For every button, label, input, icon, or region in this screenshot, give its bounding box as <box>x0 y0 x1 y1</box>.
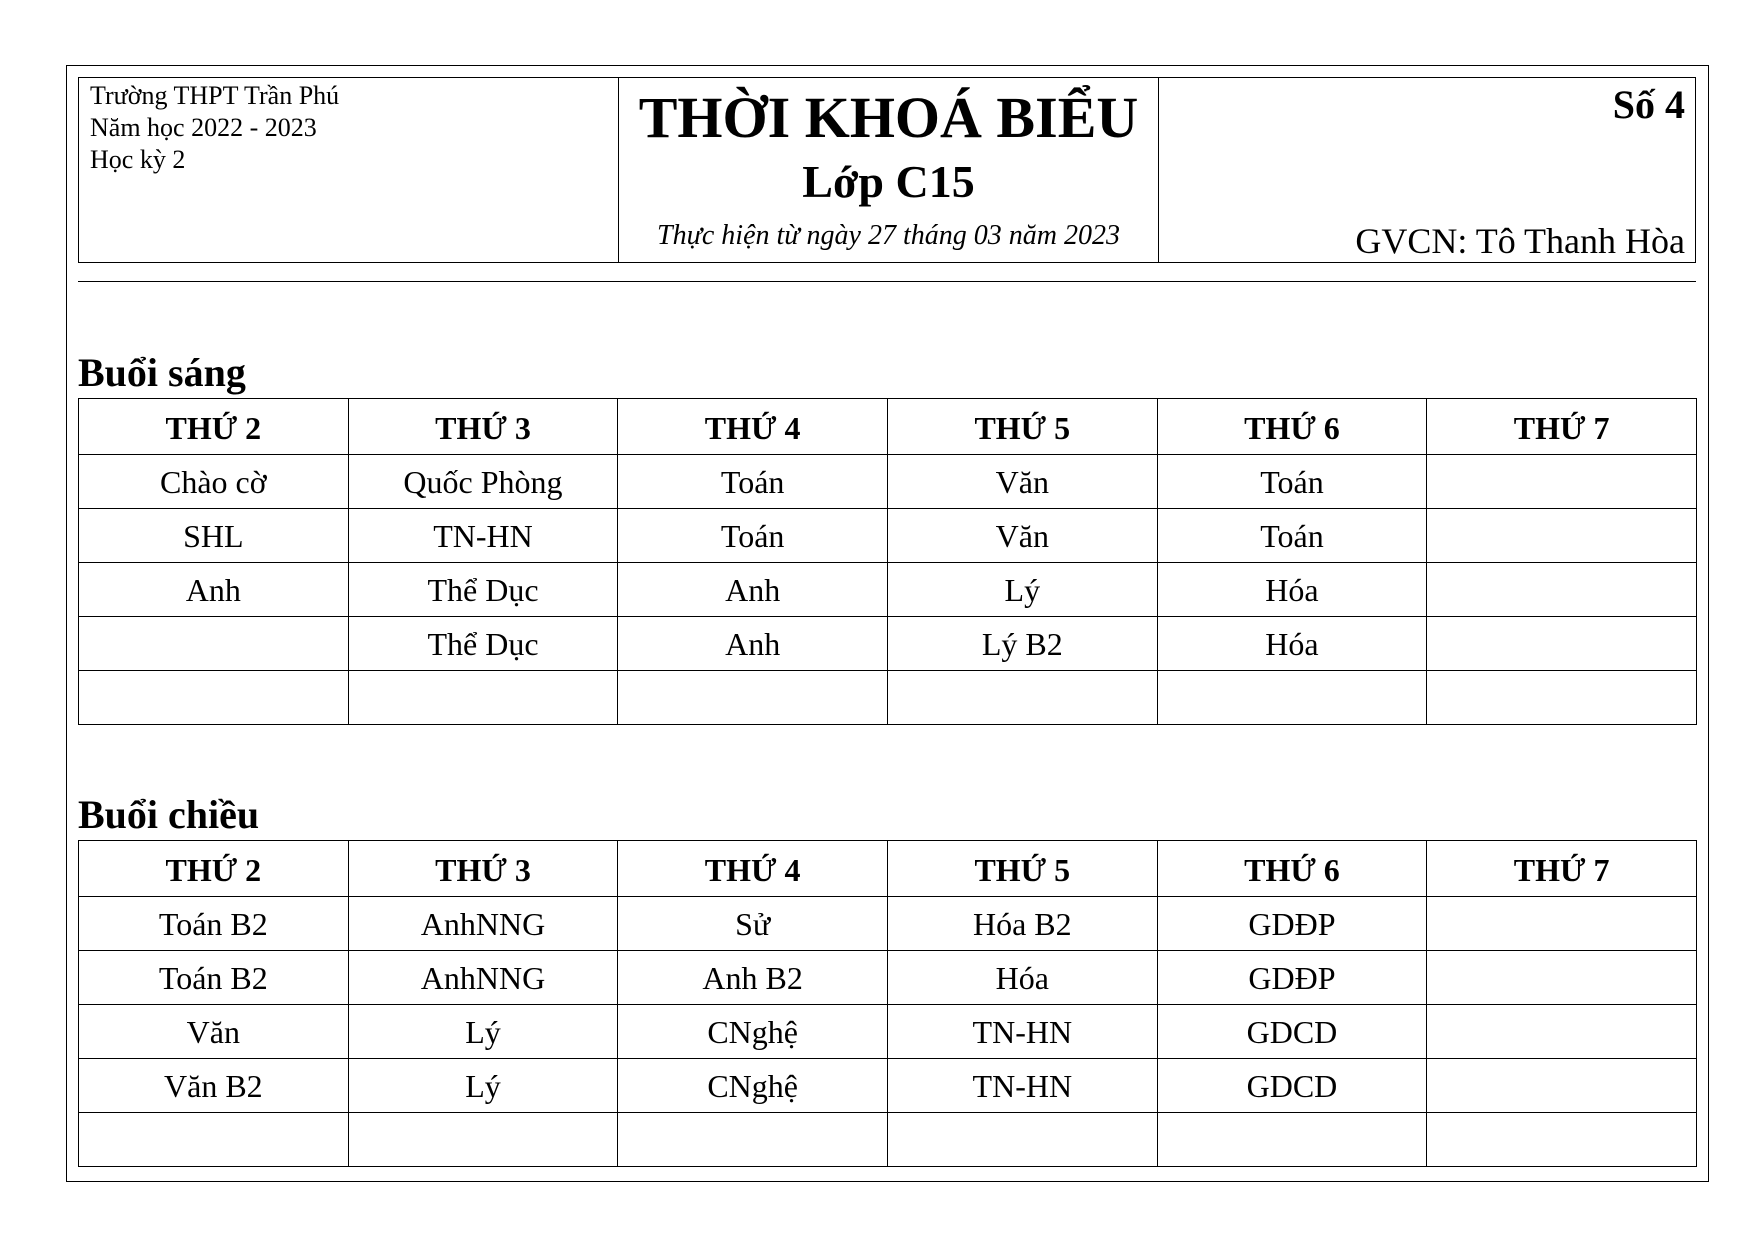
morning-session-title: Buổi sáng <box>78 350 246 395</box>
table-cell <box>618 1113 888 1167</box>
table-cell <box>1427 1059 1697 1113</box>
table-cell: AnhNNG <box>348 897 618 951</box>
effective-date: Thực hiện từ ngày 27 tháng 03 năm 2023 <box>657 220 1120 251</box>
table-row <box>79 951 1697 1005</box>
table-cell <box>1427 671 1697 725</box>
table-cell: Lý <box>887 563 1157 617</box>
table-cell: Chào cờ <box>79 455 349 509</box>
issue-block <box>1159 78 1695 262</box>
table-cell <box>887 671 1157 725</box>
table-cell <box>618 671 888 725</box>
table-cell: TN-HN <box>348 509 618 563</box>
table-cell <box>1427 1113 1697 1167</box>
school-name: Trường THPT Trần Phú <box>90 81 340 110</box>
table-cell: TN-HN <box>887 1005 1157 1059</box>
table-row <box>79 455 1697 509</box>
table-cell: Văn <box>79 1005 349 1059</box>
table-cell: GDCD <box>1157 1005 1427 1059</box>
table-row <box>79 1005 1697 1059</box>
day-header: THỨ 3 <box>348 841 618 897</box>
table-cell: Văn <box>887 455 1157 509</box>
table-cell: Anh <box>79 563 349 617</box>
table-cell: TN-HN <box>887 1059 1157 1113</box>
page-title: THỜI KHOÁ BIỂU <box>638 85 1139 150</box>
table-cell <box>348 671 618 725</box>
header-box <box>78 77 1696 263</box>
day-header: THỨ 7 <box>1427 399 1697 455</box>
table-cell <box>1157 1113 1427 1167</box>
table-cell <box>79 1113 349 1167</box>
table-cell <box>1427 563 1697 617</box>
table-cell <box>348 1113 618 1167</box>
table-row <box>79 617 1697 671</box>
day-header: THỨ 6 <box>1157 841 1427 897</box>
table-cell: Toán B2 <box>79 951 349 1005</box>
afternoon-session-title: Buổi chiều <box>78 792 260 837</box>
semester: Học kỳ 2 <box>90 145 186 174</box>
table-cell: Anh <box>618 563 888 617</box>
table-cell: CNghệ <box>618 1005 888 1059</box>
table-cell: AnhNNG <box>348 951 618 1005</box>
title-block <box>619 78 1159 262</box>
afternoon-schedule-table <box>78 840 1697 1167</box>
table-cell: CNghệ <box>618 1059 888 1113</box>
table-cell: Toán <box>618 455 888 509</box>
table-cell: Toán <box>1157 455 1427 509</box>
table-cell: Hóa <box>1157 563 1427 617</box>
table-cell <box>1427 509 1697 563</box>
table-cell: Văn B2 <box>79 1059 349 1113</box>
table-cell: Hóa <box>887 951 1157 1005</box>
table-cell: Toán B2 <box>79 897 349 951</box>
table-cell <box>1427 617 1697 671</box>
table-cell: Hóa B2 <box>887 897 1157 951</box>
table-row <box>79 1113 1697 1167</box>
table-cell: Lý <box>348 1059 618 1113</box>
table-cell: Sử <box>618 897 888 951</box>
table-cell: Thể Dục <box>348 563 618 617</box>
table-row <box>79 671 1697 725</box>
day-header: THỨ 5 <box>887 841 1157 897</box>
table-cell: GDĐP <box>1157 951 1427 1005</box>
table-cell: Quốc Phòng <box>348 455 618 509</box>
table-row <box>79 563 1697 617</box>
table-cell <box>1427 455 1697 509</box>
day-header: THỨ 5 <box>887 399 1157 455</box>
day-header: THỨ 2 <box>79 841 349 897</box>
table-cell: Lý B2 <box>887 617 1157 671</box>
table-row <box>79 509 1697 563</box>
divider <box>78 281 1696 282</box>
table-cell: Thể Dục <box>348 617 618 671</box>
table-cell: GDCD <box>1157 1059 1427 1113</box>
table-cell <box>1427 1005 1697 1059</box>
morning-schedule-table <box>78 398 1697 725</box>
day-header: THỨ 4 <box>618 841 888 897</box>
table-cell <box>1157 671 1427 725</box>
table-cell: Văn <box>887 509 1157 563</box>
day-header: THỨ 2 <box>79 399 349 455</box>
table-cell: GDĐP <box>1157 897 1427 951</box>
day-header: THỨ 6 <box>1157 399 1427 455</box>
day-header: THỨ 3 <box>348 399 618 455</box>
table-cell: Hóa <box>1157 617 1427 671</box>
table-cell <box>79 671 349 725</box>
table-cell: Toán <box>1157 509 1427 563</box>
table-cell <box>1427 897 1697 951</box>
table-row <box>79 897 1697 951</box>
table-header-row <box>79 841 1697 897</box>
homeroom-teacher: GVCN: Tô Thanh Hòa <box>1355 221 1685 261</box>
table-cell: Anh B2 <box>618 951 888 1005</box>
issue-number: Số 4 <box>1612 82 1685 127</box>
table-cell <box>887 1113 1157 1167</box>
day-header: THỨ 4 <box>618 399 888 455</box>
table-cell: Anh <box>618 617 888 671</box>
table-cell: Lý <box>348 1005 618 1059</box>
table-row <box>79 1059 1697 1113</box>
school-info <box>79 78 619 262</box>
day-header: THỨ 7 <box>1427 841 1697 897</box>
table-cell <box>1427 951 1697 1005</box>
table-cell: SHL <box>79 509 349 563</box>
school-year: Năm học 2022 - 2023 <box>90 113 317 142</box>
class-name: Lớp C15 <box>802 156 975 207</box>
table-cell: Toán <box>618 509 888 563</box>
table-cell <box>79 617 349 671</box>
table-header-row <box>79 399 1697 455</box>
